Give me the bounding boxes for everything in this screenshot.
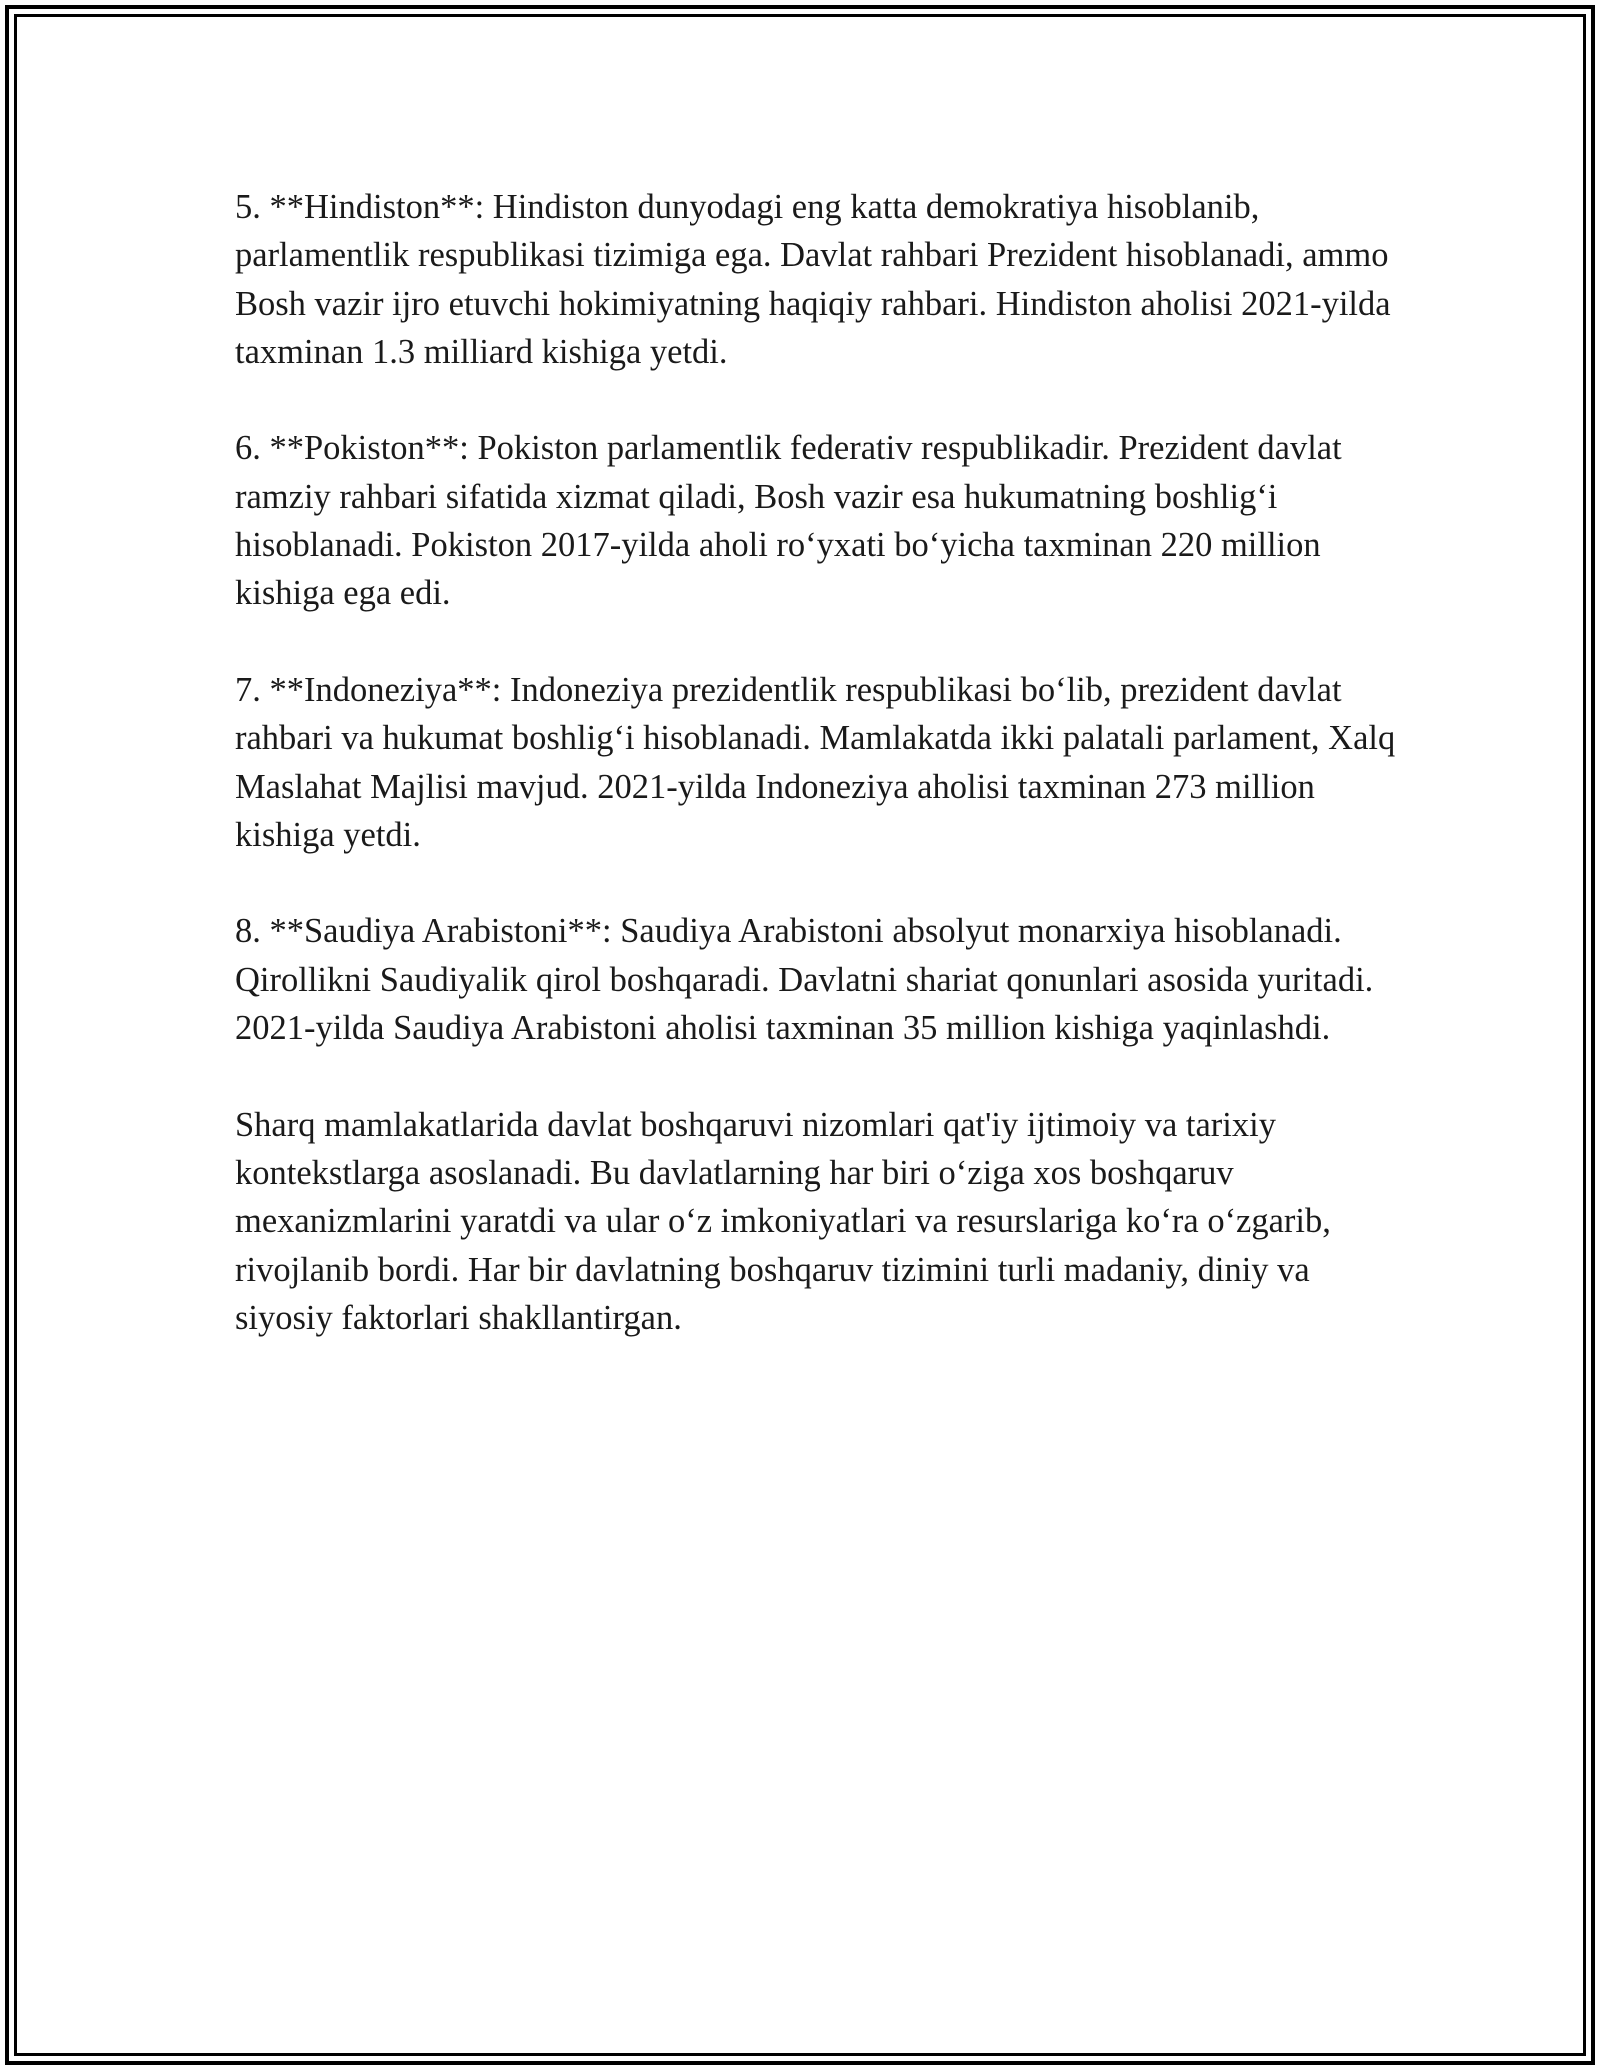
paragraph-pakistan: 6. **Pokiston**: Pokiston parlamentlik federativ respublikadir. Prezident davlat ramziy rahbari sifatida xizmat qiladi, Bosh vazir esa hukumatning boshlig‘i hisoblanadi. Pokiston 2017-yilda aholi ro‘yxati bo‘yicha taxminan 220 million kishiga ega edi.	[235, 429, 1342, 613]
paragraph-india: 5. **Hindiston**: Hindiston dunyodagi eng katta demokratiya hisoblanib, parlamentlik respublikasi tizimiga ega. Davlat rahbari Prezident hisoblanadi, ammo Bosh vazir ijro etuvchi hokimiyatning haqiqiy rahbari. Hindiston aholisi 2021-yilda taxminan 1.3 milliard kishiga yetdi.	[235, 188, 1391, 371]
paragraph-indonesia: 7. **Indoneziya**: Indoneziya prezidentlik respublikasi bo‘lib, prezident davlat rahbari va hukumat boshlig‘i hisoblanadi. Mamlakatda ikki palatali parlament, Xalq Maslahat Majlisi mavjud. 2021-yilda Indoneziya aholisi taxminan 273 million kishiga yetdi.	[235, 670, 1396, 854]
document-body	[235, 183, 1415, 1342]
paragraph-saudi-arabia: 8. **Saudiya Arabistoni**: Saudiya Arabistoni absolyut monarxiya hisoblanadi. Qirollikni Saudiyalik qirol boshqaradi. Davlatni shariat qonunlari asosida yuritadi. 2021-yilda Saudiya Arabistoni aholisi taxminan 35 million kishiga yaqinlashdi.	[235, 912, 1374, 1048]
paragraph-conclusion: Sharq mamlakatlarida davlat boshqaruvi nizomlari qat'iy ijtimoiy va tarixiy kontekstlarga asoslanadi. Bu davlatlarning har biri o‘ziga xos boshqaruv mexanizmlarini yaratdi va ular o‘z imkoniyatlari va resurslariga ko‘ra o‘zgarib, rivojlanib bordi. Har bir davlatning boshqaruv tizimini turli madaniy, diniy va siyosiy faktorlari shakllantirgan.	[235, 1105, 1331, 1337]
